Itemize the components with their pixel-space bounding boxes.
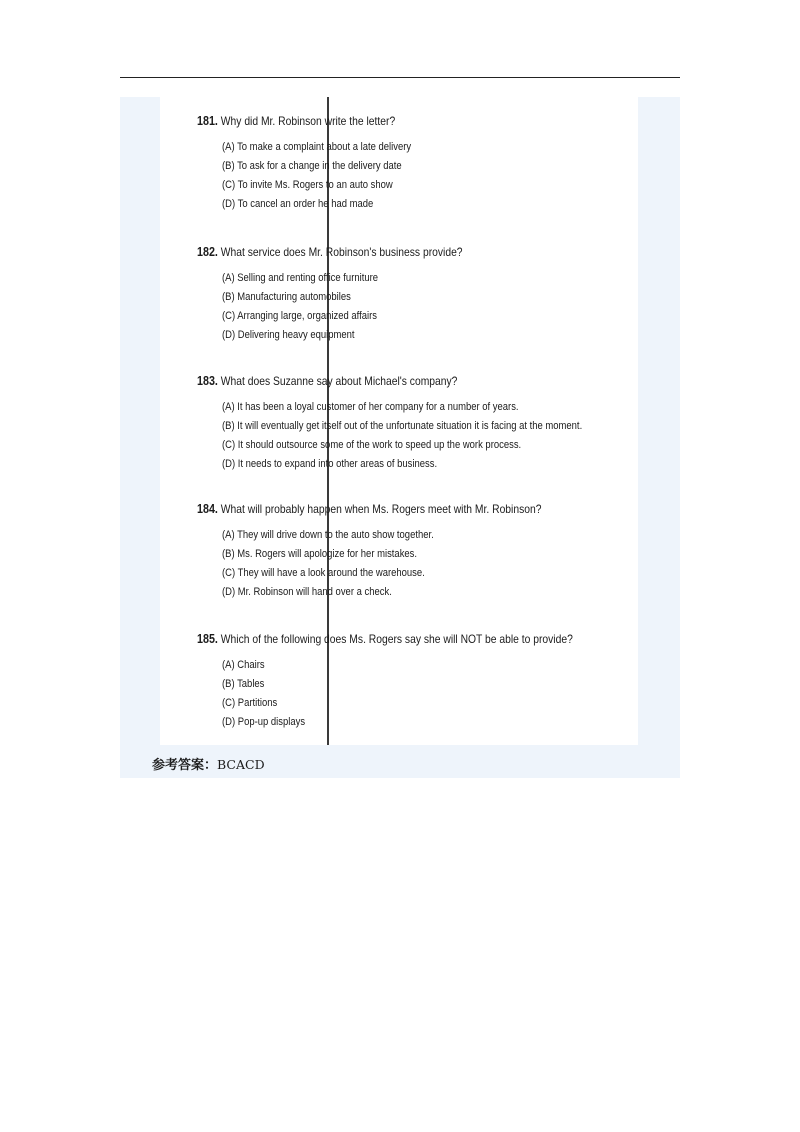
question-stem: [197, 245, 463, 259]
option-d: (D) Mr. Robinson will hand over a check.: [222, 586, 392, 598]
question-text: What does Suzanne say about Michael's company?: [220, 374, 458, 388]
option-list: [222, 526, 598, 602]
option-a: (A) Selling and renting office furniture: [222, 272, 379, 284]
option-d: (D) Delivering heavy equipment: [222, 329, 355, 341]
option-b: (B) It will eventually get itself out of the unfortunate situation it is facing at the moment.: [222, 420, 583, 432]
option-b: (B) Manufacturing automobiles: [222, 291, 351, 303]
option-a: (A) They will drive down to the auto show together.: [222, 529, 434, 541]
option-list: [222, 138, 442, 214]
option-c: (C) Arranging large, organized affairs: [222, 310, 377, 322]
option-d: (D) Pop-up displays: [222, 716, 306, 728]
option-b: (B) Ms. Rogers will apologize for her mistakes.: [222, 548, 418, 560]
option-list: [222, 398, 641, 474]
question-stem: [197, 502, 541, 516]
option-c: (C) Partitions: [222, 697, 278, 709]
question-stem: [197, 632, 573, 646]
question-number: 181.: [197, 114, 218, 128]
option-a: (A) To make a complaint about a late delivery: [222, 141, 412, 153]
question-number: 185.: [197, 632, 218, 646]
question-184: [197, 502, 598, 602]
option-c: (C) They will have a look around the warehouse.: [222, 567, 425, 579]
option-d: (D) To cancel an order he had made: [222, 198, 374, 210]
option-d: (D) It needs to expand into other areas of business.: [222, 458, 438, 470]
question-number: 182.: [197, 245, 218, 259]
option-a: (A) Chairs: [222, 659, 265, 671]
option-b: (B) Tables: [222, 678, 265, 690]
question-text: Which of the following does Ms. Rogers say she will NOT be able to provide?: [220, 632, 573, 646]
question-text: What service does Mr. Robinson's business provide?: [220, 245, 463, 259]
option-list: [222, 269, 506, 345]
question-181: [197, 114, 442, 214]
question-text: What will probably happen when Ms. Rogers meet with Mr. Robinson?: [220, 502, 542, 516]
header-rule: [120, 77, 680, 78]
option-c: (C) It should outsource some of the work to speed up the work process.: [222, 439, 522, 451]
question-number: 184.: [197, 502, 218, 516]
option-b: (B) To ask for a change in the delivery date: [222, 160, 402, 172]
answer-label: 参考答案：: [152, 758, 218, 773]
question-number: 183.: [197, 374, 218, 388]
answer-key: [152, 756, 265, 775]
question-182: [197, 245, 506, 345]
question-text: Why did Mr. Robinson write the letter?: [220, 114, 396, 128]
option-a: (A) It has been a loyal customer of her company for a number of years.: [222, 401, 519, 413]
question-stem: [197, 114, 408, 128]
option-c: (C) To invite Ms. Rogers to an auto show: [222, 179, 393, 191]
question-183: [197, 374, 641, 474]
question-stem: [197, 374, 579, 388]
question-185: [197, 632, 634, 732]
answer-value: BCACD: [217, 757, 265, 772]
option-list: [222, 656, 634, 732]
